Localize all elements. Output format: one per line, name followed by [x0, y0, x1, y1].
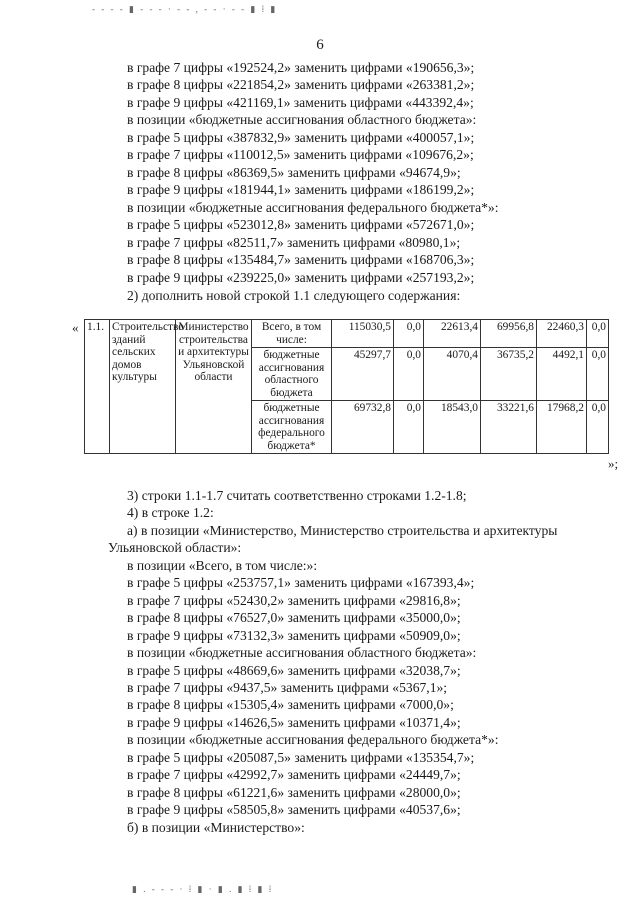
funding-label: бюджетные ассигнования федерального бюджета*	[252, 401, 332, 454]
text-line: в графе 5 цифры «253757,1» заменить цифрами «167393,4»;	[127, 575, 475, 591]
text-line: в графе 9 цифры «58505,8» заменить цифрами «40537,6»;	[127, 802, 461, 818]
text-line: в графе 8 цифры «15305,4» заменить цифрами «7000,0»;	[127, 697, 454, 713]
text-line: в графе 9 цифры «14626,5» заменить цифрами «10371,4»;	[127, 714, 461, 730]
value-cell: 0,0	[587, 320, 609, 348]
value-cell: 115030,5	[332, 320, 394, 348]
bottom-scan-marks: ▮ . - - - · ⁞ ▮ · ▮ . ▮ ⁞ ▮ ⁞	[132, 884, 274, 894]
text-line: 4) в строке 1.2:	[127, 505, 214, 521]
text-line: 3) строки 1.1-1.7 считать соответственно строками 1.2-1.8;	[127, 488, 467, 503]
value-cell: 69956,8	[481, 320, 537, 348]
text-line: в графе 8 цифры «86369,5» заменить цифрами «94674,9»;	[127, 165, 461, 180]
row-number: 1.1.	[85, 320, 110, 454]
text-line: в графе 5 цифры «523012,8» заменить цифрами «572671,0»;	[127, 217, 475, 232]
text-line: в позиции «бюджетные ассигнования федерального бюджета*»:	[127, 200, 499, 215]
text-line: в графе 9 цифры «239225,0» заменить цифрами «257193,2»;	[127, 270, 475, 285]
text-line: в графе 5 цифры «48669,6» заменить цифрами «32038,7»;	[127, 662, 461, 678]
table-open-quote: «	[72, 320, 79, 335]
text-line: в графе 5 цифры «387832,9» заменить цифрами «400057,1»;	[127, 130, 475, 145]
inserted-row-table	[84, 319, 609, 454]
text-line: в графе 7 цифры «82511,7» заменить цифрами «80980,1»;	[127, 235, 461, 250]
value-cell: 0,0	[394, 320, 424, 348]
value-cell: 45297,7	[332, 348, 394, 401]
value-cell: 33221,6	[481, 401, 537, 454]
value-cell: 0,0	[394, 348, 424, 401]
text-line: в графе 7 цифры «52430,2» заменить цифрами «29816,8»;	[127, 592, 461, 608]
value-cell: 0,0	[394, 401, 424, 454]
text-line: в графе 7 цифры «192524,2» заменить цифрами «190656,3»;	[127, 60, 475, 75]
value-cell: 18543,0	[424, 401, 481, 454]
text-line: а) в позиции «Министерство, Министерство строительства и архитектуры	[127, 522, 558, 538]
text-line: в графе 8 цифры «221854,2» заменить цифрами «263381,2»;	[127, 77, 475, 92]
text-line: в позиции «бюджетные ассигнования федерального бюджета*»:	[127, 732, 499, 748]
text-line: в графе 8 цифры «76527,0» заменить цифрами «35000,0»;	[127, 610, 461, 626]
text-line: в графе 5 цифры «205087,5» заменить цифрами «135354,7»;	[127, 749, 475, 765]
table-close-quote: »;	[608, 456, 619, 471]
text-line: в позиции «бюджетные ассигнования областного бюджета»:	[127, 645, 477, 661]
table-row	[85, 320, 609, 348]
page-number: 6	[316, 37, 324, 53]
text-line: в графе 9 цифры «73132,3» заменить цифрами «50909,0»;	[127, 627, 461, 643]
funding-label: бюджетные ассигнования областного бюджета	[252, 348, 332, 401]
top-scan-marks: - - - - ▮ - - - · - - , - - · - - ▮ ⁞ ▮	[92, 4, 278, 14]
measure-name: Строительство зданий сельских домов культуры	[110, 320, 176, 454]
text-line: в графе 7 цифры «110012,5» заменить цифрами «109676,2»;	[127, 147, 474, 162]
text-line: в графе 9 цифры «421169,1» заменить цифрами «443392,4»;	[127, 95, 474, 110]
value-cell: 22613,4	[424, 320, 481, 348]
text-line: в графе 8 цифры «135484,7» заменить цифрами «168706,3»;	[127, 252, 475, 267]
value-cell: 69732,8	[332, 401, 394, 454]
text-line: в графе 8 цифры «61221,6» заменить цифрами «28000,0»;	[127, 784, 461, 800]
value-cell: 17968,2	[537, 401, 587, 454]
value-cell: 4070,4	[424, 348, 481, 401]
text-line: в графе 7 цифры «42992,7» заменить цифрами «24449,7»;	[127, 767, 461, 783]
value-cell: 22460,3	[537, 320, 587, 348]
text-line: 2) дополнить новой строкой 1.1 следующего содержания:	[127, 288, 461, 303]
text-line: в графе 7 цифры «9437,5» заменить цифрами «5367,1»;	[127, 679, 448, 695]
text-line: б) в позиции «Министерство»:	[127, 819, 305, 835]
text-line: в позиции «Всего, в том числе:»:	[127, 557, 318, 573]
funding-label: Всего, в том числе:	[252, 320, 332, 348]
text-line: в графе 9 цифры «181944,1» заменить цифрами «186199,2»;	[127, 182, 475, 197]
text-line: в позиции «бюджетные ассигнования областного бюджета»:	[127, 112, 477, 127]
value-cell: 36735,2	[481, 348, 537, 401]
value-cell: 4492,1	[537, 348, 587, 401]
value-cell: 0,0	[587, 401, 609, 454]
value-cell: 0,0	[587, 348, 609, 401]
text-line: Ульяновской области»:	[108, 540, 242, 556]
executor: Министерство строительства и архитектуры Ульяновской области	[176, 320, 252, 454]
